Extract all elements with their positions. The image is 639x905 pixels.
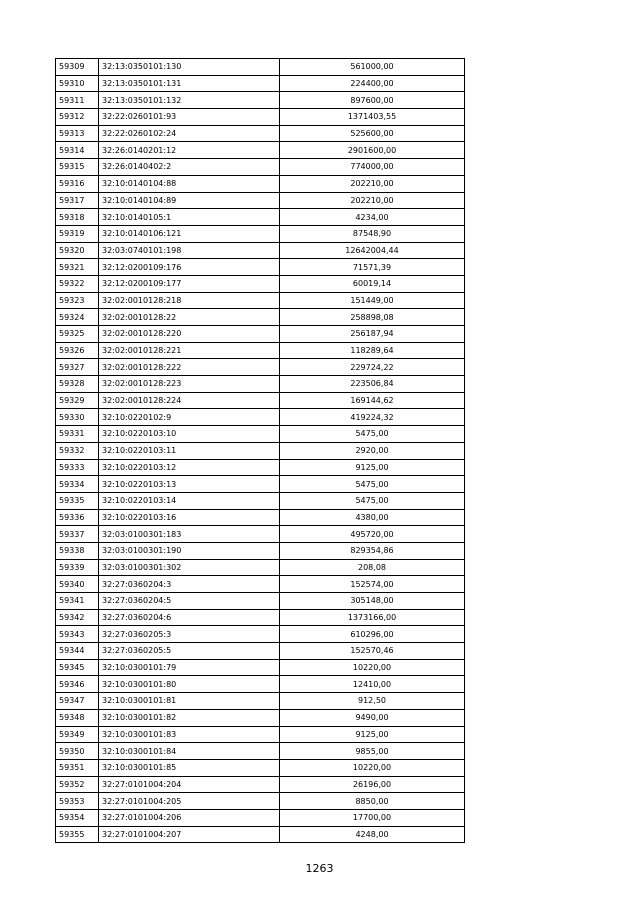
cadastral-number-cell: 32:10:0220103:16 <box>99 509 280 526</box>
table-row <box>56 92 465 109</box>
row-number-cell: 59334 <box>56 476 99 493</box>
cadastral-number-cell: 32:27:0360204:3 <box>99 576 280 593</box>
row-number-cell: 59337 <box>56 526 99 543</box>
value-cell: 912,50 <box>280 693 465 710</box>
cadastral-number-cell: 32:13:0350101:131 <box>99 75 280 92</box>
page-number: 1263 <box>305 862 334 875</box>
row-number-cell: 59312 <box>56 109 99 126</box>
cadastral-number-cell: 32:27:0360204:6 <box>99 609 280 626</box>
value-cell: 71571,39 <box>280 259 465 276</box>
cadastral-number-cell: 32:03:0100301:302 <box>99 559 280 576</box>
cadastral-number-cell: 32:22:0260102:24 <box>99 125 280 142</box>
cadastral-number-cell: 32:10:0220102:9 <box>99 409 280 426</box>
cadastral-number-cell: 32:27:0101004:205 <box>99 793 280 810</box>
value-cell: 169144,62 <box>280 392 465 409</box>
row-number-cell: 59311 <box>56 92 99 109</box>
table-row <box>56 809 465 826</box>
value-cell: 224400,00 <box>280 75 465 92</box>
table-row <box>56 776 465 793</box>
table-row <box>56 326 465 343</box>
value-cell: 305148,00 <box>280 593 465 610</box>
table-row <box>56 409 465 426</box>
table-row <box>56 759 465 776</box>
table-row <box>56 242 465 259</box>
cadastral-number-cell: 32:02:0010128:218 <box>99 292 280 309</box>
cadastral-number-cell: 32:03:0100301:183 <box>99 526 280 543</box>
cadastral-number-cell: 32:27:0101004:207 <box>99 826 280 843</box>
value-cell: 208,08 <box>280 559 465 576</box>
value-cell: 202210,00 <box>280 192 465 209</box>
cadastral-number-cell: 32:02:0010128:220 <box>99 326 280 343</box>
cadastral-number-cell: 32:10:0300101:82 <box>99 709 280 726</box>
row-number-cell: 59330 <box>56 409 99 426</box>
table-row <box>56 426 465 443</box>
row-number-cell: 59340 <box>56 576 99 593</box>
cadastral-number-cell: 32:10:0140106:121 <box>99 225 280 242</box>
row-number-cell: 59310 <box>56 75 99 92</box>
value-cell: 495720,00 <box>280 526 465 543</box>
row-number-cell: 59339 <box>56 559 99 576</box>
table-row <box>56 175 465 192</box>
row-number-cell: 59328 <box>56 376 99 393</box>
cadastral-number-cell: 32:03:0100301:190 <box>99 542 280 559</box>
cadastral-number-cell: 32:13:0350101:132 <box>99 92 280 109</box>
value-cell: 829354,86 <box>280 542 465 559</box>
row-number-cell: 59333 <box>56 459 99 476</box>
value-cell: 4380,00 <box>280 509 465 526</box>
cadastral-number-cell: 32:02:0010128:22 <box>99 309 280 326</box>
table-row <box>56 292 465 309</box>
cadastral-number-cell: 32:10:0140104:88 <box>99 175 280 192</box>
table-row <box>56 159 465 176</box>
table-row <box>56 826 465 843</box>
cadastral-number-cell: 32:10:0300101:85 <box>99 759 280 776</box>
row-number-cell: 59313 <box>56 125 99 142</box>
value-cell: 9855,00 <box>280 743 465 760</box>
cadastral-number-cell: 32:02:0010128:222 <box>99 359 280 376</box>
value-cell: 9490,00 <box>280 709 465 726</box>
row-number-cell: 59353 <box>56 793 99 810</box>
row-number-cell: 59327 <box>56 359 99 376</box>
table-row <box>56 676 465 693</box>
value-cell: 258898,08 <box>280 309 465 326</box>
table-row <box>56 142 465 159</box>
row-number-cell: 59336 <box>56 509 99 526</box>
table-row <box>56 693 465 710</box>
cadastral-number-cell: 32:02:0010128:224 <box>99 392 280 409</box>
row-number-cell: 59317 <box>56 192 99 209</box>
cadastral-number-cell: 32:10:0220103:12 <box>99 459 280 476</box>
value-cell: 4234,00 <box>280 209 465 226</box>
cadastral-number-cell: 32:02:0010128:223 <box>99 376 280 393</box>
row-number-cell: 59321 <box>56 259 99 276</box>
cadastral-number-cell: 32:10:0300101:83 <box>99 726 280 743</box>
row-number-cell: 59325 <box>56 326 99 343</box>
table-row <box>56 342 465 359</box>
value-cell: 256187,94 <box>280 326 465 343</box>
row-number-cell: 59332 <box>56 442 99 459</box>
table-row <box>56 526 465 543</box>
row-number-cell: 59346 <box>56 676 99 693</box>
row-number-cell: 59338 <box>56 542 99 559</box>
row-number-cell: 59316 <box>56 175 99 192</box>
row-number-cell: 59345 <box>56 659 99 676</box>
table-row <box>56 793 465 810</box>
table-row <box>56 593 465 610</box>
table-row <box>56 192 465 209</box>
value-cell: 5475,00 <box>280 426 465 443</box>
cadastral-number-cell: 32:12:0200109:177 <box>99 275 280 292</box>
value-cell: 87548,90 <box>280 225 465 242</box>
cadastral-number-cell: 32:26:0140402:2 <box>99 159 280 176</box>
table-row <box>56 626 465 643</box>
value-cell: 202210,00 <box>280 175 465 192</box>
row-number-cell: 59315 <box>56 159 99 176</box>
table-body <box>56 59 465 843</box>
cadastral-number-cell: 32:10:0300101:84 <box>99 743 280 760</box>
cadastral-number-cell: 32:27:0360204:5 <box>99 593 280 610</box>
value-cell: 12642004,44 <box>280 242 465 259</box>
row-number-cell: 59319 <box>56 225 99 242</box>
row-number-cell: 59320 <box>56 242 99 259</box>
cadastral-number-cell: 32:13:0350101:130 <box>99 59 280 76</box>
value-cell: 610296,00 <box>280 626 465 643</box>
row-number-cell: 59309 <box>56 59 99 76</box>
table-row <box>56 109 465 126</box>
table-row <box>56 709 465 726</box>
table-row <box>56 726 465 743</box>
cadastral-number-cell: 32:26:0140201:12 <box>99 142 280 159</box>
value-cell: 2920,00 <box>280 442 465 459</box>
value-cell: 223506,84 <box>280 376 465 393</box>
cadastral-number-cell: 32:10:0300101:80 <box>99 676 280 693</box>
cadastral-number-cell: 32:10:0220103:11 <box>99 442 280 459</box>
table-row <box>56 492 465 509</box>
value-cell: 774000,00 <box>280 159 465 176</box>
table-row <box>56 59 465 76</box>
cadastral-number-cell: 32:27:0360205:5 <box>99 643 280 660</box>
value-cell: 1371403,55 <box>280 109 465 126</box>
table-row <box>56 476 465 493</box>
cadastral-number-cell: 32:03:0740101:198 <box>99 242 280 259</box>
table-row <box>56 609 465 626</box>
cadastral-number-cell: 32:10:0140105:1 <box>99 209 280 226</box>
table-row <box>56 459 465 476</box>
value-cell: 419224,32 <box>280 409 465 426</box>
value-cell: 5475,00 <box>280 476 465 493</box>
table-row <box>56 309 465 326</box>
value-cell: 10220,00 <box>280 659 465 676</box>
row-number-cell: 59349 <box>56 726 99 743</box>
cadastral-number-cell: 32:27:0101004:206 <box>99 809 280 826</box>
table-row <box>56 259 465 276</box>
value-cell: 60019,14 <box>280 275 465 292</box>
row-number-cell: 59347 <box>56 693 99 710</box>
cadastral-number-cell: 32:27:0360205:3 <box>99 626 280 643</box>
cadastral-number-cell: 32:10:0220103:10 <box>99 426 280 443</box>
row-number-cell: 59322 <box>56 275 99 292</box>
value-cell: 10220,00 <box>280 759 465 776</box>
value-cell: 26196,00 <box>280 776 465 793</box>
table-row <box>56 275 465 292</box>
value-cell: 4248,00 <box>280 826 465 843</box>
table-row <box>56 392 465 409</box>
table-row <box>56 509 465 526</box>
table-row <box>56 225 465 242</box>
cadastral-value-table <box>55 58 465 843</box>
cadastral-number-cell: 32:10:0220103:14 <box>99 492 280 509</box>
value-cell: 9125,00 <box>280 726 465 743</box>
row-number-cell: 59314 <box>56 142 99 159</box>
row-number-cell: 59344 <box>56 643 99 660</box>
value-cell: 151449,00 <box>280 292 465 309</box>
value-cell: 12410,00 <box>280 676 465 693</box>
cadastral-number-cell: 32:22:0260101:93 <box>99 109 280 126</box>
value-cell: 152574,00 <box>280 576 465 593</box>
row-number-cell: 59331 <box>56 426 99 443</box>
row-number-cell: 59326 <box>56 342 99 359</box>
table-row <box>56 125 465 142</box>
row-number-cell: 59323 <box>56 292 99 309</box>
cadastral-number-cell: 32:02:0010128:221 <box>99 342 280 359</box>
table-row <box>56 576 465 593</box>
value-cell: 152570,46 <box>280 643 465 660</box>
table-row <box>56 376 465 393</box>
cadastral-number-cell: 32:10:0220103:13 <box>99 476 280 493</box>
value-cell: 5475,00 <box>280 492 465 509</box>
cadastral-number-cell: 32:10:0140104:89 <box>99 192 280 209</box>
value-cell: 897600,00 <box>280 92 465 109</box>
row-number-cell: 59351 <box>56 759 99 776</box>
value-cell: 561000,00 <box>280 59 465 76</box>
cadastral-number-cell: 32:12:0200109:176 <box>99 259 280 276</box>
cadastral-number-cell: 32:10:0300101:79 <box>99 659 280 676</box>
value-cell: 8850,00 <box>280 793 465 810</box>
value-cell: 2901600,00 <box>280 142 465 159</box>
value-cell: 229724,22 <box>280 359 465 376</box>
table-row <box>56 75 465 92</box>
table-row <box>56 209 465 226</box>
table-row <box>56 659 465 676</box>
row-number-cell: 59342 <box>56 609 99 626</box>
table-row <box>56 442 465 459</box>
table-row <box>56 359 465 376</box>
value-cell: 17700,00 <box>280 809 465 826</box>
table-row <box>56 743 465 760</box>
value-cell: 525600,00 <box>280 125 465 142</box>
row-number-cell: 59352 <box>56 776 99 793</box>
row-number-cell: 59343 <box>56 626 99 643</box>
value-cell: 1373166,00 <box>280 609 465 626</box>
row-number-cell: 59324 <box>56 309 99 326</box>
cadastral-number-cell: 32:27:0101004:204 <box>99 776 280 793</box>
row-number-cell: 59341 <box>56 593 99 610</box>
value-cell: 118289,64 <box>280 342 465 359</box>
row-number-cell: 59318 <box>56 209 99 226</box>
value-cell: 9125,00 <box>280 459 465 476</box>
table-row <box>56 542 465 559</box>
row-number-cell: 59329 <box>56 392 99 409</box>
table-row <box>56 643 465 660</box>
row-number-cell: 59350 <box>56 743 99 760</box>
row-number-cell: 59354 <box>56 809 99 826</box>
row-number-cell: 59335 <box>56 492 99 509</box>
row-number-cell: 59348 <box>56 709 99 726</box>
table-row <box>56 559 465 576</box>
cadastral-number-cell: 32:10:0300101:81 <box>99 693 280 710</box>
row-number-cell: 59355 <box>56 826 99 843</box>
